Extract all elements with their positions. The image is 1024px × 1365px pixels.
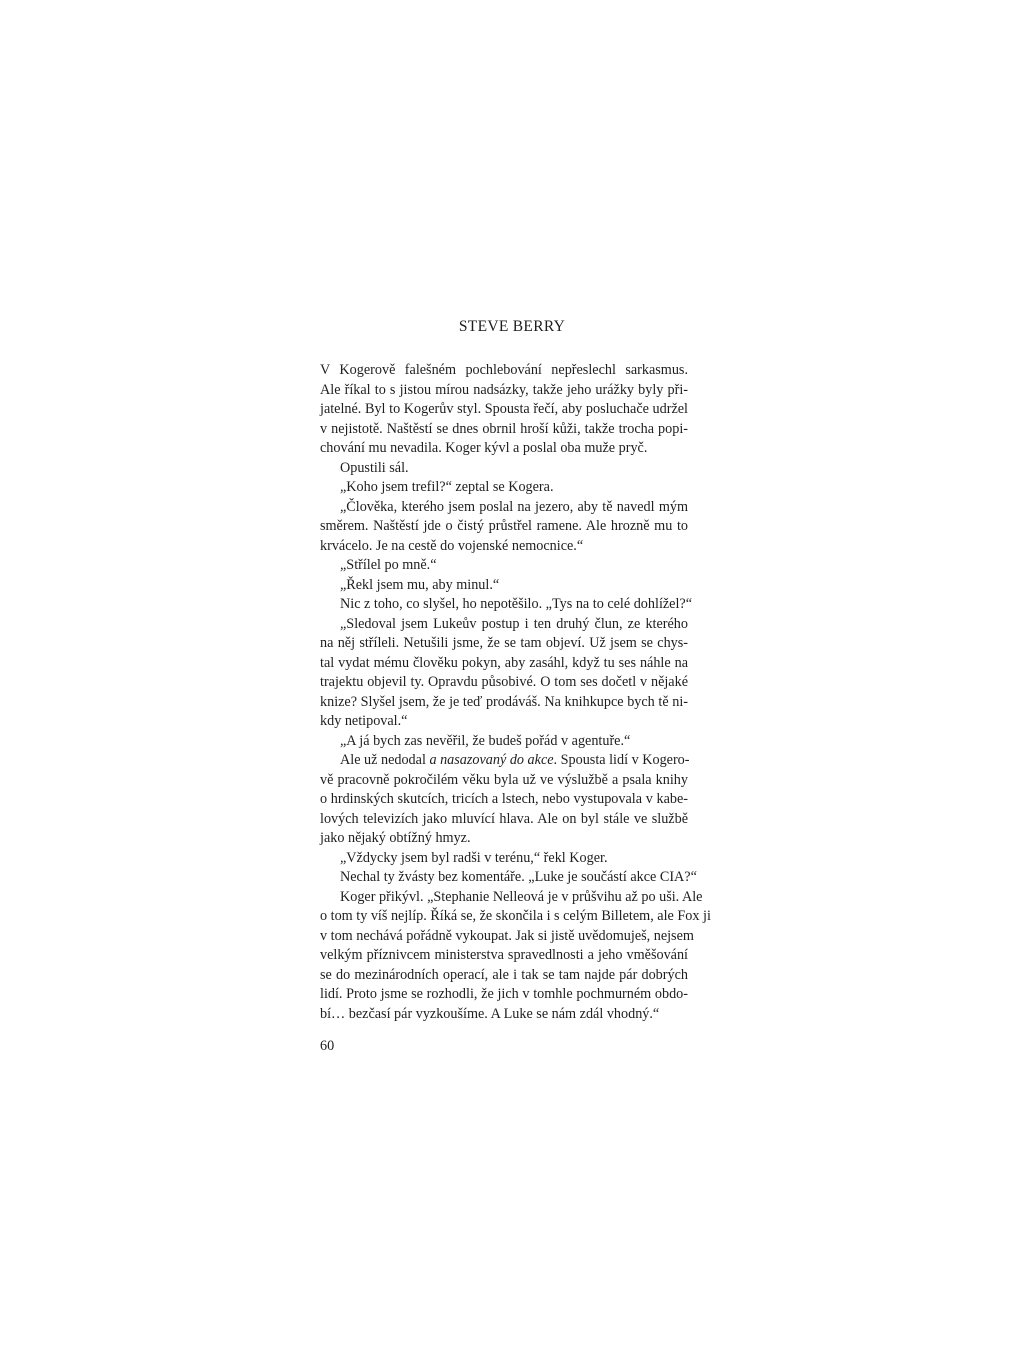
text-line: bí… bezčasí pár vyzkoušíme. A Luke se nám zdál vhodný.“ [320,1005,660,1022]
text-line: v tom nechává pořádně vykoupat. Jak si jistě uvědomuješ, nejsem [320,927,694,944]
text-line: krvácelo. Je na cestě do vojenské nemocnice.“ [320,537,584,554]
text-line: Opustili sál. [340,459,409,476]
text-line: „Sledoval jsem Lukeův postup i ten druhý člun, ze kterého [340,615,688,632]
page-number: 60 [320,1038,335,1054]
text-line: chování mu nevadila. Koger kývl a poslal oba muže pryč. [320,440,648,456]
text-line: „A já bych zas nevěřil, že budeš pořád v agentuře.“ [340,732,631,749]
text-line: trajektu objevil ty. Opravdu působivé. O tom ses dočetl v nějaké [320,674,688,690]
body-text [320,361,711,1024]
text-line: „Řekl jsem mu, aby minul.“ [340,576,500,593]
text-line: jako nějaký obtížný hmyz. [320,830,471,846]
text-line: v nejistotě. Naštěstí se dnes obrnil hroší kůži, takže trocha popi- [320,420,688,437]
text-line: „Střílel po mně.“ [340,557,437,573]
text-line: Nic z toho, co slyšel, ho nepotěšilo. „Tys na to celé dohlížel?“ [340,596,693,612]
text-line: „Vždycky jsem byl radši v terénu,“ řekl Koger. [340,849,608,866]
text-line: o tom ty víš nejlíp. Říká se, že skončila i s celým Billetem, ale Fox ji [320,908,711,924]
text-line: na něj stříleli. Netušili jsme, že se tam objeví. Už jsem se chys- [320,635,688,651]
text-run: . Spousta lidí v Kogero- [553,752,690,768]
text-line: knize? Slyšel jsem, že je teď prodáváš. Na knihkupce bych tě ni- [320,693,688,710]
text-line: se do mezinárodních operací, ale i tak se tam najde pár dobrých [320,966,688,983]
text-line: jatelné. Byl to Kogerův styl. Spousta řečí, aby posluchače udržel [320,401,688,417]
text-line: kdy netipoval.“ [320,713,408,729]
text-line: o hrdinských skutcích, tricích a lstech, nebo vystupovala v kabe- [320,791,688,807]
text-line: směrem. Naštěstí jde o čistý průstřel ramene. Ale hrozně mu to [320,518,688,534]
text-run: Ale už nedodal [340,752,426,768]
text-line: Koger přikývl. „Stephanie Nelleová je v průšvihu až po uši. Ale [340,888,703,905]
text-line: „Člověka, kterého jsem poslal na jezero, aby tě navedl mým [340,498,688,515]
text-line: Ale říkal to s jistou mírou nadsázky, takže jeho urážky byly při- [320,381,688,398]
running-header: STEVE BERRY [458,318,566,335]
text-line: vě pracovně pokročilém věku byla už ve výslužbě a psala knihy [320,771,688,788]
italic-phrase: a nasazovaný do akce [429,752,554,768]
text-line: Nechal ty žvásty bez komentáře. „Luke je součástí akce CIA?“ [340,869,697,885]
text-line [320,751,688,771]
text-line: „Koho jsem trefil?“ zeptal se Kogera. [340,479,554,495]
text-line: lidí. Proto jsme se rozhodli, že jich v tomhle pochmurném obdo- [320,986,688,1002]
text-line: lových televizích jako mluvící hlava. Ale on byl stále ve službě [320,810,688,827]
text-line: tal vydat mému člověku pokyn, aby zasáhl, když tu ses náhle na [320,654,688,671]
text-line: V Kogerově falešném pochlebování nepřeslechl sarkasmus. [320,362,688,378]
text-line: velkým příznivcem ministerstva spravedlnosti a jeho vměšování [320,947,688,963]
